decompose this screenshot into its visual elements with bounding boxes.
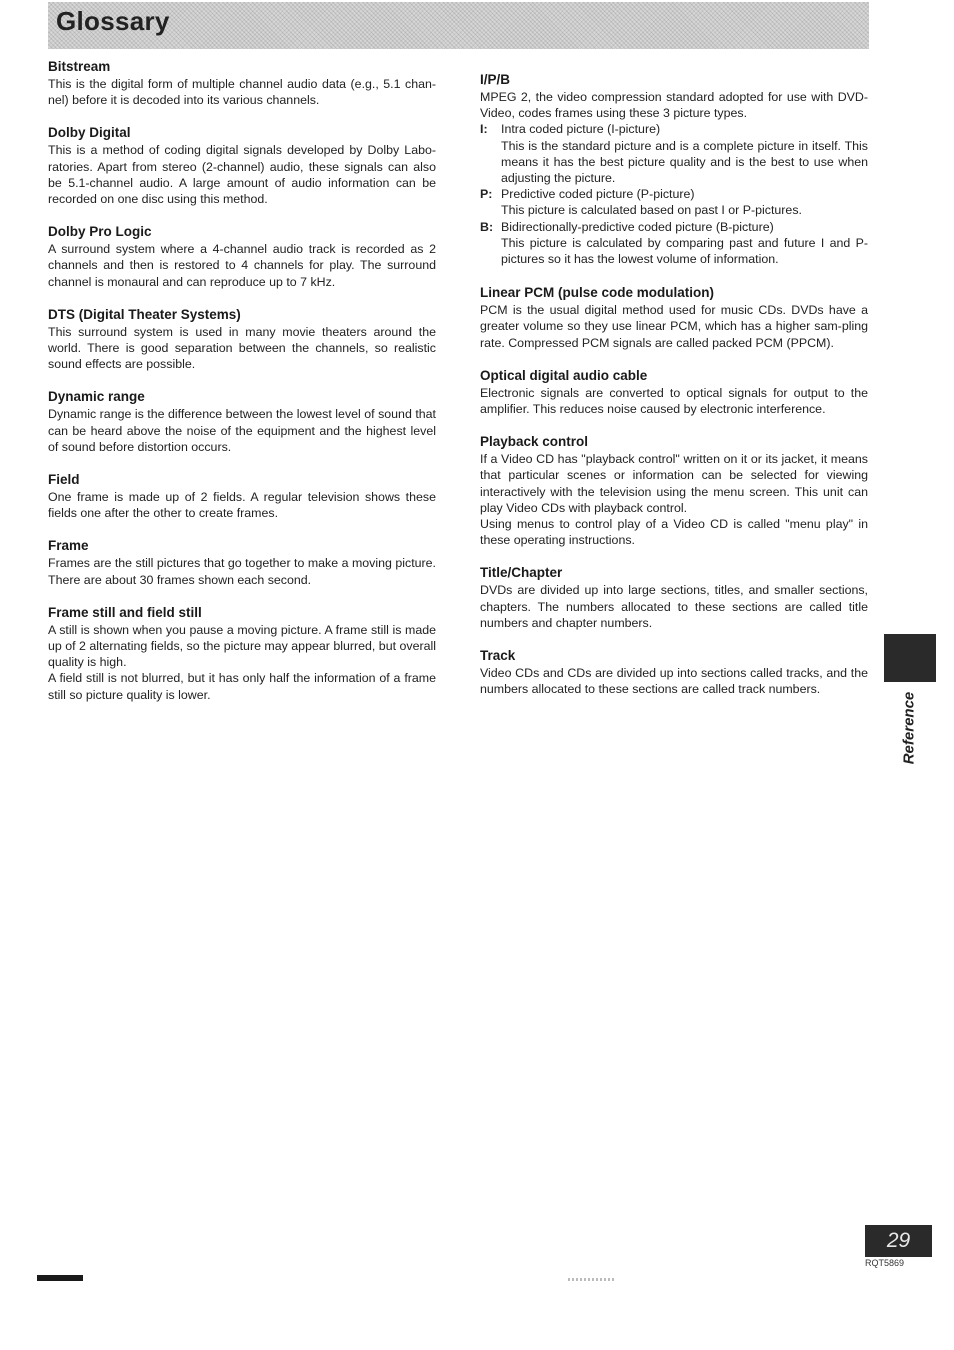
picture-type-name: Intra coded picture (I-picture) [501, 122, 661, 137]
print-smudge [568, 1278, 614, 1281]
term-heading: Dynamic range [48, 389, 145, 405]
term-definition: This is the digital form of multiple channel audio data (e.g., 5.1 chan-nel) before it is decoded into its various channels. [48, 77, 436, 108]
definition-paragraph: If a Video CD has "playback control" written on it or its jacket, it means that particular scenes or information can be selected for viewing interactively with the television using the menu screen. This unit can play Video CDs with playback control. [480, 452, 868, 515]
definition-paragraph: A field still is not blurred, but it has only half the information of a frame still so picture quality is lower. [48, 671, 436, 702]
document-code: RQT5869 [865, 1258, 905, 1268]
glossary-entry-dolby-digital [48, 124, 436, 207]
term-definition: DVDs are divided up into large sections, titles, and smaller sections, chapters. The numbers allocated to these sections are called title numbers and chapter numbers. [480, 583, 868, 630]
definition-paragraph: A still is shown when you pause a moving picture. A frame still is made up of 2 alternating fields, so the picture may appear blurred, but overall quality is high. [48, 622, 436, 670]
left-column [48, 58, 436, 703]
glossary-entry-dolby-pro-logic [48, 223, 436, 290]
picture-type-description: This picture is calculated based on past I or P-pictures. [501, 203, 802, 218]
term-definition: Electronic signals are converted to optical signals for output to the amplifier. This reduces noise caused by electronic interference. [480, 385, 868, 417]
term-heading: Optical digital audio cable [480, 367, 648, 383]
picture-type-p [480, 186, 868, 218]
picture-type-key: I: [480, 122, 488, 137]
picture-type-description: This is the standard picture and is a complete picture in itself. This means it has the best picture quality and is the best to use when adjusting the picture. [501, 138, 868, 186]
glossary-entry-frame [48, 537, 436, 587]
definition-paragraph: Using menus to control play of a Video CD is called "menu play" in these operating instructions. [480, 517, 868, 548]
crop-mark-bar [37, 1275, 83, 1281]
section-tab-label: Reference [900, 691, 918, 765]
glossary-entry-dts [48, 306, 436, 373]
page-title: Glossary [56, 6, 170, 36]
term-heading: Field [48, 472, 80, 488]
term-definition: PCM is the usual digital method used for music CDs. DVDs have a greater volume so they use linear PCM, which has a higher sam-pling rate. Compressed PCM signals are called packed PCM (PPCM). [480, 303, 868, 350]
picture-type-name: Bidirectionally-predictive coded picture (B-picture) [501, 219, 774, 234]
glossary-entry-dynamic-range [48, 388, 436, 455]
glossary-entry-title-chapter [480, 564, 868, 631]
glossary-entry-track [480, 647, 868, 697]
glossary-entry-ipb [480, 71, 868, 267]
term-definition: A surround system where a 4-channel audio track is recorded as 2 channels and then is restored to 4 channels for play. The surround channel is monaural and can reproduce up to 7 kHz. [48, 242, 436, 289]
term-definition: Dynamic range is the difference between the lowest level of sound that can be heard above the noise of the equipment and the highest level of sound before distortion occurs. [48, 407, 436, 454]
picture-type-key: B: [480, 219, 494, 234]
glossary-entry-playback-control [480, 433, 868, 548]
term-heading: Track [480, 648, 516, 664]
picture-type-i [480, 121, 868, 186]
term-heading: I/P/B [480, 72, 511, 87]
term-definition: One frame is made up of 2 fields. A regular television shows these fields one after the other to create frames. [48, 490, 436, 521]
term-definition [48, 622, 436, 703]
picture-type-b [480, 219, 868, 268]
term-heading: Dolby Pro Logic [48, 224, 152, 240]
term-heading: Playback control [480, 434, 589, 450]
picture-type-list [480, 121, 868, 267]
glossary-entry-linear-pcm [480, 284, 868, 351]
term-heading: Bitstream [48, 59, 111, 74]
term-heading: Dolby Digital [48, 125, 131, 141]
term-heading: Title/Chapter [480, 565, 563, 581]
glossary-entry-optical-cable [480, 367, 868, 417]
term-heading: Frame [48, 538, 89, 554]
term-definition: This surround system is used in many movie theaters around the world. There is good separation between the channels, so realistic sound effects are possible. [48, 324, 436, 372]
picture-type-description: This picture is calculated by comparing past and future I and P-pictures so it has the lowest volume of information. [501, 235, 868, 267]
section-tab-marker [884, 634, 936, 682]
term-heading: Frame still and field still [48, 604, 202, 620]
picture-type-name: Predictive coded picture (P-picture) [501, 187, 695, 202]
glossary-entry-field [48, 471, 436, 521]
term-definition: Frames are the still pictures that go together to make a moving picture. There are about 30 frames shown each second. [48, 556, 436, 587]
term-definition: This is a method of coding digital signals developed by Dolby Labo-ratories. Apart from stereo (2-channel) audio, these signals can also be 5.1-channel audio. A large amount of audio information can be recorded on one disc using this method. [48, 143, 436, 207]
page-number: 29 [865, 1225, 932, 1257]
term-heading: DTS (Digital Theater Systems) [48, 306, 241, 322]
term-definition: Video CDs and CDs are divided up into sections called tracks, and the numbers allocated to these sections are called track numbers. [480, 666, 868, 697]
term-definition: MPEG 2, the video compression standard adopted for use with DVD-Video, codes frames using these 3 picture types. [480, 90, 868, 121]
header-band [48, 2, 869, 49]
picture-type-key: P: [480, 187, 493, 202]
right-column [480, 71, 868, 697]
glossary-entry-bitstream [48, 58, 436, 108]
glossary-entry-frame-still [48, 604, 436, 703]
term-definition [480, 451, 868, 548]
term-heading: Linear PCM (pulse code modulation) [480, 285, 715, 301]
